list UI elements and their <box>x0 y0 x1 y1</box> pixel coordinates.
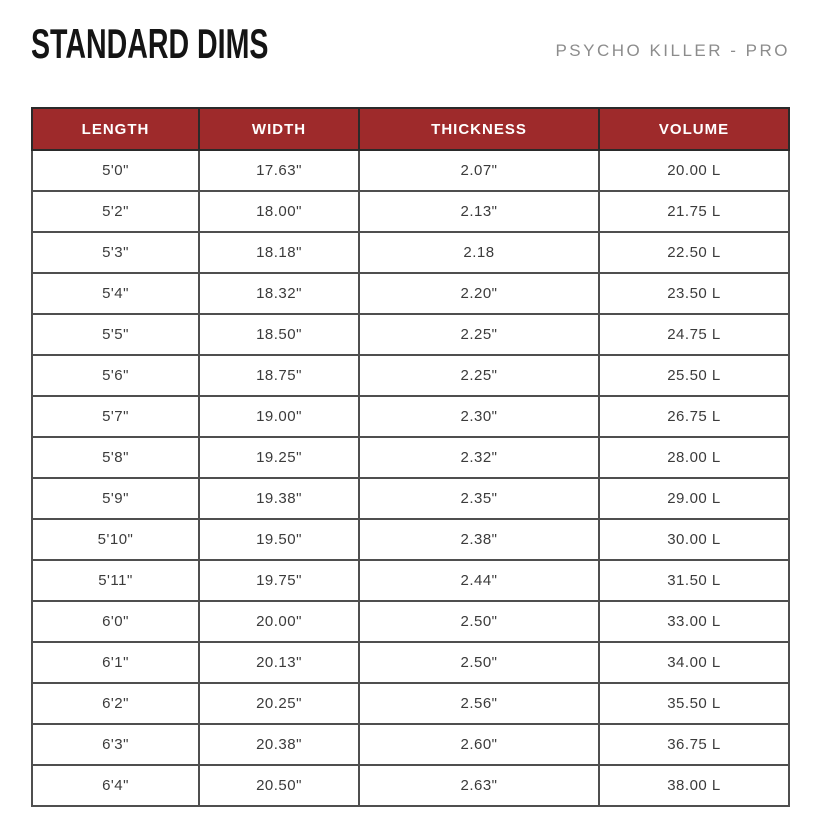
table-row <box>32 191 789 232</box>
cell-width: 18.32" <box>199 273 359 314</box>
table-row <box>32 355 789 396</box>
cell-width: 18.18" <box>199 232 359 273</box>
table-row <box>32 642 789 683</box>
cell-volume: 34.00 L <box>599 642 789 683</box>
cell-thickness: 2.56" <box>359 683 599 724</box>
cell-volume: 36.75 L <box>599 724 789 765</box>
dims-table <box>31 107 790 807</box>
cell-thickness: 2.38" <box>359 519 599 560</box>
table-row <box>32 437 789 478</box>
cell-volume: 26.75 L <box>599 396 789 437</box>
cell-width: 19.75" <box>199 560 359 601</box>
cell-length: 5'0" <box>32 150 199 191</box>
cell-volume: 25.50 L <box>599 355 789 396</box>
cell-width: 17.63" <box>199 150 359 191</box>
cell-length: 5'9" <box>32 478 199 519</box>
cell-volume: 35.50 L <box>599 683 789 724</box>
cell-volume: 33.00 L <box>599 601 789 642</box>
cell-width: 20.38" <box>199 724 359 765</box>
cell-length: 5'4" <box>32 273 199 314</box>
column-header-width: WIDTH <box>199 108 359 150</box>
cell-volume: 22.50 L <box>599 232 789 273</box>
column-header-thickness: THICKNESS <box>359 108 599 150</box>
cell-width: 20.50" <box>199 765 359 806</box>
cell-length: 6'1" <box>32 642 199 683</box>
cell-length: 6'0" <box>32 601 199 642</box>
cell-volume: 31.50 L <box>599 560 789 601</box>
cell-volume: 20.00 L <box>599 150 789 191</box>
cell-width: 19.38" <box>199 478 359 519</box>
cell-thickness: 2.18 <box>359 232 599 273</box>
cell-thickness: 2.60" <box>359 724 599 765</box>
cell-thickness: 2.25" <box>359 355 599 396</box>
cell-width: 18.75" <box>199 355 359 396</box>
table-row <box>32 478 789 519</box>
cell-thickness: 2.63" <box>359 765 599 806</box>
dims-table-header <box>32 108 789 150</box>
cell-thickness: 2.20" <box>359 273 599 314</box>
table-row <box>32 232 789 273</box>
cell-thickness: 2.25" <box>359 314 599 355</box>
cell-thickness: 2.13" <box>359 191 599 232</box>
cell-width: 18.50" <box>199 314 359 355</box>
table-row <box>32 314 789 355</box>
table-row <box>32 519 789 560</box>
cell-thickness: 2.30" <box>359 396 599 437</box>
page-header <box>31 20 790 68</box>
cell-width: 19.25" <box>199 437 359 478</box>
cell-width: 20.25" <box>199 683 359 724</box>
cell-thickness: 2.44" <box>359 560 599 601</box>
cell-volume: 30.00 L <box>599 519 789 560</box>
table-row <box>32 273 789 314</box>
cell-width: 19.50" <box>199 519 359 560</box>
table-row <box>32 683 789 724</box>
cell-length: 5'2" <box>32 191 199 232</box>
cell-length: 6'3" <box>32 724 199 765</box>
cell-width: 20.13" <box>199 642 359 683</box>
cell-volume: 28.00 L <box>599 437 789 478</box>
cell-thickness: 2.50" <box>359 642 599 683</box>
column-header-volume: VOLUME <box>599 108 789 150</box>
table-row <box>32 765 789 806</box>
cell-width: 20.00" <box>199 601 359 642</box>
cell-length: 5'8" <box>32 437 199 478</box>
table-row <box>32 150 789 191</box>
cell-thickness: 2.50" <box>359 601 599 642</box>
cell-length: 5'6" <box>32 355 199 396</box>
table-body <box>32 150 789 806</box>
cell-thickness: 2.32" <box>359 437 599 478</box>
table-row <box>32 560 789 601</box>
cell-width: 19.00" <box>199 396 359 437</box>
cell-width: 18.00" <box>199 191 359 232</box>
header-row <box>32 108 789 150</box>
cell-volume: 21.75 L <box>599 191 789 232</box>
cell-length: 6'4" <box>32 765 199 806</box>
page-title: STANDARD DIMS <box>31 20 269 68</box>
cell-length: 6'2" <box>32 683 199 724</box>
column-header-length: LENGTH <box>32 108 199 150</box>
model-name-label: PSYCHO KILLER - PRO <box>555 41 790 60</box>
cell-length: 5'5" <box>32 314 199 355</box>
table-row <box>32 724 789 765</box>
table-row <box>32 396 789 437</box>
cell-volume: 24.75 L <box>599 314 789 355</box>
cell-volume: 29.00 L <box>599 478 789 519</box>
cell-thickness: 2.35" <box>359 478 599 519</box>
cell-volume: 38.00 L <box>599 765 789 806</box>
cell-length: 5'3" <box>32 232 199 273</box>
cell-thickness: 2.07" <box>359 150 599 191</box>
cell-volume: 23.50 L <box>599 273 789 314</box>
table-row <box>32 601 789 642</box>
cell-length: 5'7" <box>32 396 199 437</box>
cell-length: 5'11" <box>32 560 199 601</box>
cell-length: 5'10" <box>32 519 199 560</box>
